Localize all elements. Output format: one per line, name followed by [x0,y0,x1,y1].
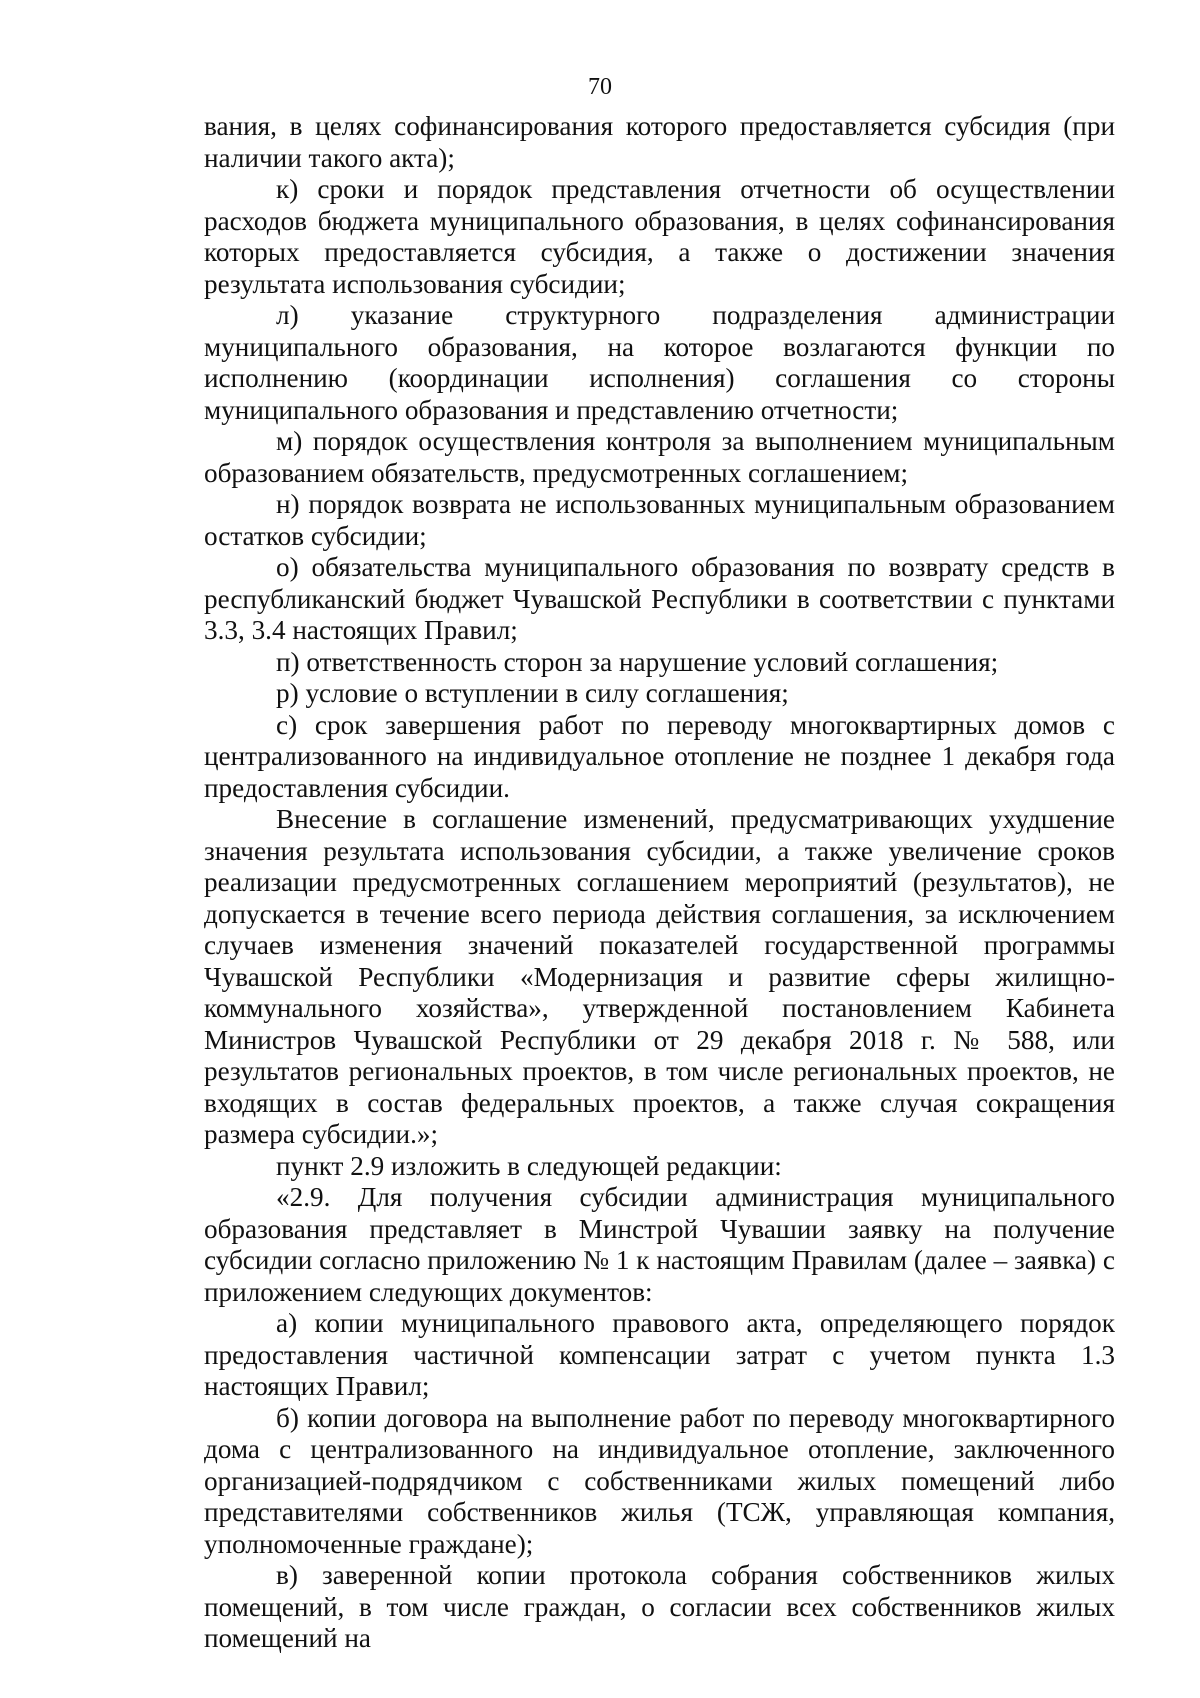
paragraph-clause-2-9: «2.9. Для получения субсидии администрация муниципального образования представляет в Минстрой Чувашии заявку на получение субсидии согласно приложению № 1 к настоящим Правилам (далее – заявка) с приложением следующих документов: [204,1182,1115,1307]
paragraph-item-o: о) обязательства муниципального образования по возврату средств в республиканский бюджет Чувашской Республики в соответствии с пунктами 3.3, 3.4 настоящих Правил; [204,552,1115,645]
paragraph-clause-2-9-intro: пункт 2.9 изложить в следующей редакции: [276,1150,782,1181]
paragraph-item-b: б) копии договора на выполнение работ по переводу многоквартирного дома с централизованного на индивидуальное отопление, заключенного организацией-подрядчиком с собственниками жилых помещений либо представителями собственников жилья (ТСЖ, управляющая компания, уполномоченные граждане); [204,1402,1115,1559]
paragraph-item-k: к) сроки и порядок представления отчетности об осуществлении расходов бюджета муниципального образования, в целях софинансирования которых предоставляется субсидия, а также о достижении значения результата использования субсидии; [204,174,1115,299]
page-number: 70 [588,74,612,100]
document-body [204,111,1115,1655]
paragraph-item-p: п) ответственность сторон за нарушение условий соглашения; [276,646,999,677]
paragraph-item-l: л) указание структурного подразделения администрации муниципального образования, на которое возлагаются функции по исполнению (координации исполнения) соглашения со стороны муниципального образования и представлению отчетности; [204,300,1115,425]
paragraph-item-v: в) заверенной копии протокола собрания собственников жилых помещений, в том числе граждан, о согласии всех собственников жилых помещений на [204,1560,1115,1653]
paragraph-item-s: с) срок завершения работ по переводу многоквартирных домов с централизованного на индивидуальное отопление не позднее 1 декабря года предоставления субсидии. [204,709,1115,803]
paragraph-item-n: н) порядок возврата не использованных муниципальным образованием остатков субсидии; [204,489,1115,551]
paragraph-item-a: а) копии муниципального правового акта, определяющего порядок предоставления частичной компенсации затрат с учетом пункта 1.3 настоящих Правил; [204,1308,1115,1401]
paragraph-continuation: вания, в целях софинансирования которого предоставляется субсидия (при наличии такого акта); [204,111,1115,173]
paragraph-item-r: р) условие о вступлении в силу соглашения; [276,678,789,708]
paragraph-item-m: м) порядок осуществления контроля за выполнением муниципальным образованием обязательств, предусмотренных соглашением; [204,426,1115,488]
paragraph-amendments: Внесение в соглашение изменений, предусматривающих ухудшение значения результата использования субсидии, а также увеличение сроков реализации предусмотренных соглашением мероприятий (результатов), не допускается в течение всего периода действия соглашения, за исключением случаев изменения значений показателей государственной программы Чувашской Республики «Модернизация и развитие сферы жилищно-коммунального хозяйства», утвержденной постановлением Кабинета Министров Чувашской Республики от 29 декабря 2018 г. № 588, или результатов региональных проектов, в том числе региональных проектов, не входящих в состав федеральных проектов, а также случая сокращения размера субсидии.»; [204,804,1115,1149]
